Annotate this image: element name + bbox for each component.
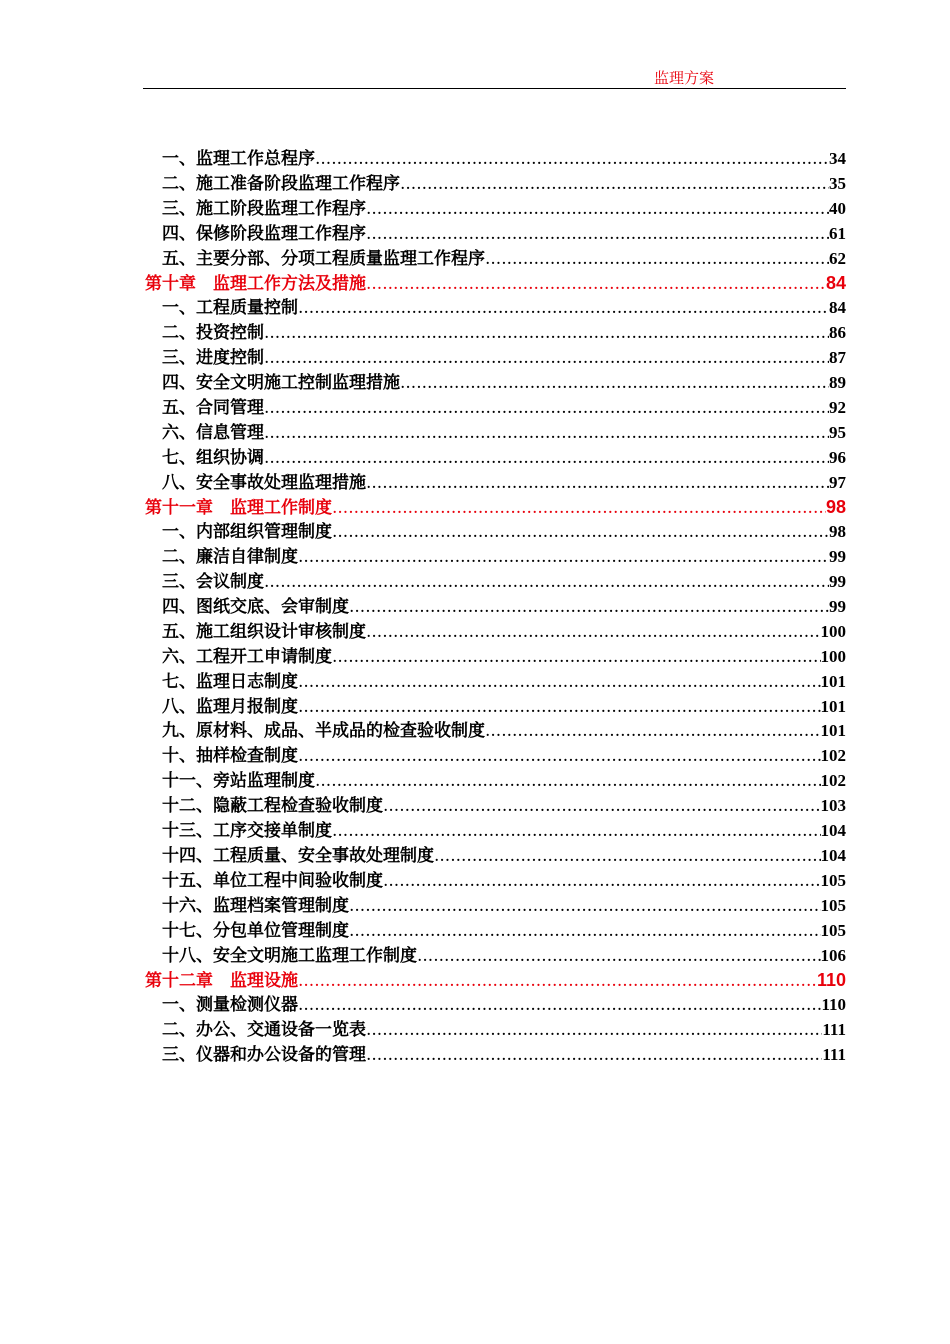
toc-page-number: 99 bbox=[829, 547, 846, 567]
toc-entry-label: 第十章 监理工作方法及措施 bbox=[145, 274, 366, 295]
toc-section-entry[interactable] bbox=[143, 695, 846, 720]
toc-dot-leader bbox=[400, 172, 829, 197]
toc-chapter-entry[interactable] bbox=[143, 271, 846, 296]
toc-section-entry[interactable] bbox=[143, 919, 846, 944]
toc-entry-label: 五、施工组织设计审核制度 bbox=[162, 621, 366, 642]
toc-entry-label: 八、安全事故处理监理措施 bbox=[162, 472, 366, 493]
toc-section-entry[interactable] bbox=[143, 172, 846, 197]
toc-page-number: 101 bbox=[820, 721, 846, 741]
toc-entry-label: 七、监理日志制度 bbox=[162, 671, 298, 692]
toc-dot-leader bbox=[332, 819, 821, 844]
toc-dot-leader bbox=[264, 396, 829, 421]
toc-section-entry[interactable] bbox=[143, 844, 846, 869]
toc-entry-label: 十七、分包单位管理制度 bbox=[162, 920, 349, 941]
toc-section-entry[interactable] bbox=[143, 794, 846, 819]
toc-page-number: 99 bbox=[829, 597, 846, 617]
toc-dot-leader bbox=[298, 695, 821, 720]
toc-dot-leader bbox=[366, 620, 821, 645]
toc-section-entry[interactable] bbox=[143, 1043, 846, 1068]
toc-chapter-entry[interactable] bbox=[143, 495, 846, 520]
toc-section-entry[interactable] bbox=[143, 719, 846, 744]
toc-entry-label: 六、工程开工申请制度 bbox=[162, 646, 332, 667]
header-rule bbox=[143, 88, 846, 89]
toc-section-entry[interactable] bbox=[143, 645, 846, 670]
toc-chapter-entry[interactable] bbox=[143, 968, 846, 993]
toc-entry-label: 十、抽样检查制度 bbox=[162, 746, 298, 767]
toc-entry-label: 四、保修阶段监理工作程序 bbox=[162, 223, 366, 244]
toc-entry-label: 三、进度控制 bbox=[162, 348, 264, 369]
toc-dot-leader bbox=[264, 446, 829, 471]
toc-page-number: 100 bbox=[820, 646, 846, 666]
toc-entry-label: 十五、单位工程中间验收制度 bbox=[162, 870, 383, 891]
toc-section-entry[interactable] bbox=[143, 744, 846, 769]
toc-section-entry[interactable] bbox=[143, 421, 846, 446]
toc-page-number: 34 bbox=[829, 149, 846, 168]
toc-entry-label: 十二、隐蔽工程检查验收制度 bbox=[162, 796, 383, 817]
toc-page-number: 106 bbox=[820, 945, 846, 965]
toc-entry-label: 四、安全文明施工控制监理措施 bbox=[162, 373, 400, 394]
toc-page-number: 99 bbox=[829, 572, 846, 592]
toc-page-number: 103 bbox=[820, 796, 846, 816]
toc-dot-leader bbox=[332, 645, 821, 670]
toc-entry-label: 二、廉洁自律制度 bbox=[162, 547, 298, 568]
toc-page-number: 97 bbox=[829, 472, 846, 492]
toc-entry-label: 九、原材料、成品、半成品的检查验收制度 bbox=[162, 721, 485, 742]
toc-dot-leader bbox=[400, 371, 829, 396]
toc-entry-label: 八、监理月报制度 bbox=[162, 696, 298, 717]
toc-page-number: 89 bbox=[829, 373, 846, 393]
toc-dot-leader bbox=[366, 222, 829, 247]
toc-dot-leader bbox=[298, 545, 829, 570]
toc-section-entry[interactable] bbox=[143, 520, 846, 545]
toc-entry-label: 四、图纸交底、会审制度 bbox=[162, 597, 349, 618]
toc-section-entry[interactable] bbox=[143, 670, 846, 695]
toc-page-number: 101 bbox=[820, 696, 846, 716]
toc-section-entry[interactable] bbox=[143, 396, 846, 421]
toc-dot-leader bbox=[315, 147, 829, 172]
toc-page-number: 84 bbox=[829, 298, 846, 318]
toc-page-number: 111 bbox=[822, 1020, 846, 1040]
toc-dot-leader bbox=[366, 1018, 822, 1043]
toc-dot-leader bbox=[485, 247, 829, 272]
toc-section-entry[interactable] bbox=[143, 545, 846, 570]
toc-dot-leader bbox=[298, 993, 821, 1018]
toc-section-entry[interactable] bbox=[143, 620, 846, 645]
toc-section-entry[interactable] bbox=[143, 944, 846, 969]
toc-dot-leader bbox=[264, 421, 829, 446]
toc-page-number: 87 bbox=[829, 348, 846, 368]
toc-page-number: 84 bbox=[825, 273, 846, 294]
toc-entry-label: 十一、旁站监理制度 bbox=[162, 771, 315, 792]
toc-page-number: 35 bbox=[829, 173, 846, 193]
toc-page-number: 40 bbox=[829, 198, 846, 218]
toc-page-number: 104 bbox=[820, 821, 846, 841]
toc-section-entry[interactable] bbox=[143, 321, 846, 346]
toc-entry-label: 一、测量检测仪器 bbox=[162, 995, 298, 1016]
toc-entry-label: 三、会议制度 bbox=[162, 572, 264, 593]
toc-section-entry[interactable] bbox=[143, 371, 846, 396]
toc-entry-label: 五、主要分部、分项工程质量监理工作程序 bbox=[162, 248, 485, 269]
toc-section-entry[interactable] bbox=[143, 769, 846, 794]
toc-dot-leader bbox=[298, 296, 829, 321]
toc-section-entry[interactable] bbox=[143, 993, 846, 1018]
toc-section-entry[interactable] bbox=[143, 1018, 846, 1043]
toc-page-number: 110 bbox=[821, 995, 846, 1015]
toc-entry-label: 五、合同管理 bbox=[162, 397, 264, 418]
toc-dot-leader bbox=[298, 969, 817, 993]
toc-page-number: 62 bbox=[829, 248, 846, 268]
toc-dot-leader bbox=[366, 197, 829, 222]
toc-page-number: 101 bbox=[820, 671, 846, 691]
toc-entry-label: 一、工程质量控制 bbox=[162, 298, 298, 319]
toc-dot-leader bbox=[264, 570, 829, 595]
toc-page-number: 102 bbox=[820, 746, 846, 766]
toc-section-entry[interactable] bbox=[143, 346, 846, 371]
toc-dot-leader bbox=[349, 894, 821, 919]
toc-entry-label: 第十一章 监理工作制度 bbox=[145, 498, 332, 519]
toc-section-entry[interactable] bbox=[143, 570, 846, 595]
toc-page-number: 100 bbox=[820, 621, 846, 641]
toc-entry-label: 十三、工序交接单制度 bbox=[162, 821, 332, 842]
toc-dot-leader bbox=[315, 769, 821, 794]
toc-section-entry[interactable] bbox=[143, 296, 846, 321]
toc-entry-label: 十四、工程质量、安全事故处理制度 bbox=[162, 845, 434, 866]
toc-page-number: 98 bbox=[825, 497, 846, 518]
toc-entry-label: 二、投资控制 bbox=[162, 323, 264, 344]
toc-entry-label: 三、施工阶段监理工作程序 bbox=[162, 198, 366, 219]
toc-dot-leader bbox=[485, 719, 821, 744]
toc-section-entry[interactable] bbox=[143, 819, 846, 844]
toc-dot-leader bbox=[264, 321, 829, 346]
toc-entry-label: 二、办公、交通设备一览表 bbox=[162, 1020, 366, 1041]
toc-page-number: 104 bbox=[820, 845, 846, 865]
toc-section-entry[interactable] bbox=[143, 222, 846, 247]
toc-entry-label: 六、信息管理 bbox=[162, 422, 264, 443]
toc-page-number: 96 bbox=[829, 447, 846, 467]
toc-section-entry[interactable] bbox=[143, 247, 846, 272]
toc-page-number: 105 bbox=[820, 895, 846, 915]
toc-page-number: 95 bbox=[829, 422, 846, 442]
toc-entry-label: 二、施工准备阶段监理工作程序 bbox=[162, 173, 400, 194]
table-of-contents bbox=[143, 147, 846, 1068]
toc-page-number: 98 bbox=[829, 522, 846, 542]
toc-entry-label: 七、组织协调 bbox=[162, 447, 264, 468]
toc-section-entry[interactable] bbox=[143, 595, 846, 620]
toc-entry-label: 一、监理工作总程序 bbox=[162, 149, 315, 169]
toc-dot-leader bbox=[366, 1043, 822, 1068]
toc-section-entry[interactable] bbox=[143, 197, 846, 222]
toc-page-number: 111 bbox=[822, 1045, 846, 1065]
toc-entry-label: 第十二章 监理设施 bbox=[145, 971, 298, 992]
toc-dot-leader bbox=[264, 346, 829, 371]
toc-dot-leader bbox=[366, 272, 826, 296]
toc-dot-leader bbox=[383, 869, 821, 894]
toc-page-number: 86 bbox=[829, 323, 846, 343]
toc-page-number: 92 bbox=[829, 397, 846, 417]
toc-dot-leader bbox=[298, 670, 821, 695]
page-header-title: 监理方案 bbox=[654, 69, 715, 87]
toc-page-number: 105 bbox=[820, 920, 846, 940]
toc-dot-leader bbox=[349, 595, 829, 620]
toc-entry-label: 三、仪器和办公设备的管理 bbox=[162, 1045, 366, 1066]
toc-page-number: 102 bbox=[820, 771, 846, 791]
toc-section-entry[interactable] bbox=[143, 446, 846, 471]
toc-dot-leader bbox=[366, 471, 829, 496]
toc-dot-leader bbox=[434, 844, 821, 869]
toc-page-number: 110 bbox=[816, 970, 846, 991]
toc-section-entry[interactable] bbox=[143, 894, 846, 919]
toc-entry-label: 一、内部组织管理制度 bbox=[162, 522, 332, 543]
toc-dot-leader bbox=[417, 944, 821, 969]
toc-section-entry[interactable] bbox=[143, 869, 846, 894]
toc-section-entry[interactable] bbox=[143, 147, 846, 172]
toc-page-number: 105 bbox=[820, 870, 846, 890]
toc-entry-label: 十六、监理档案管理制度 bbox=[162, 895, 349, 916]
toc-dot-leader bbox=[349, 919, 821, 944]
toc-dot-leader bbox=[332, 520, 829, 545]
toc-dot-leader bbox=[383, 794, 821, 819]
toc-section-entry[interactable] bbox=[143, 471, 846, 496]
toc-page-number: 61 bbox=[829, 223, 846, 243]
toc-entry-label: 十八、安全文明施工监理工作制度 bbox=[162, 945, 417, 966]
toc-dot-leader bbox=[298, 744, 821, 769]
toc-dot-leader bbox=[332, 496, 826, 520]
